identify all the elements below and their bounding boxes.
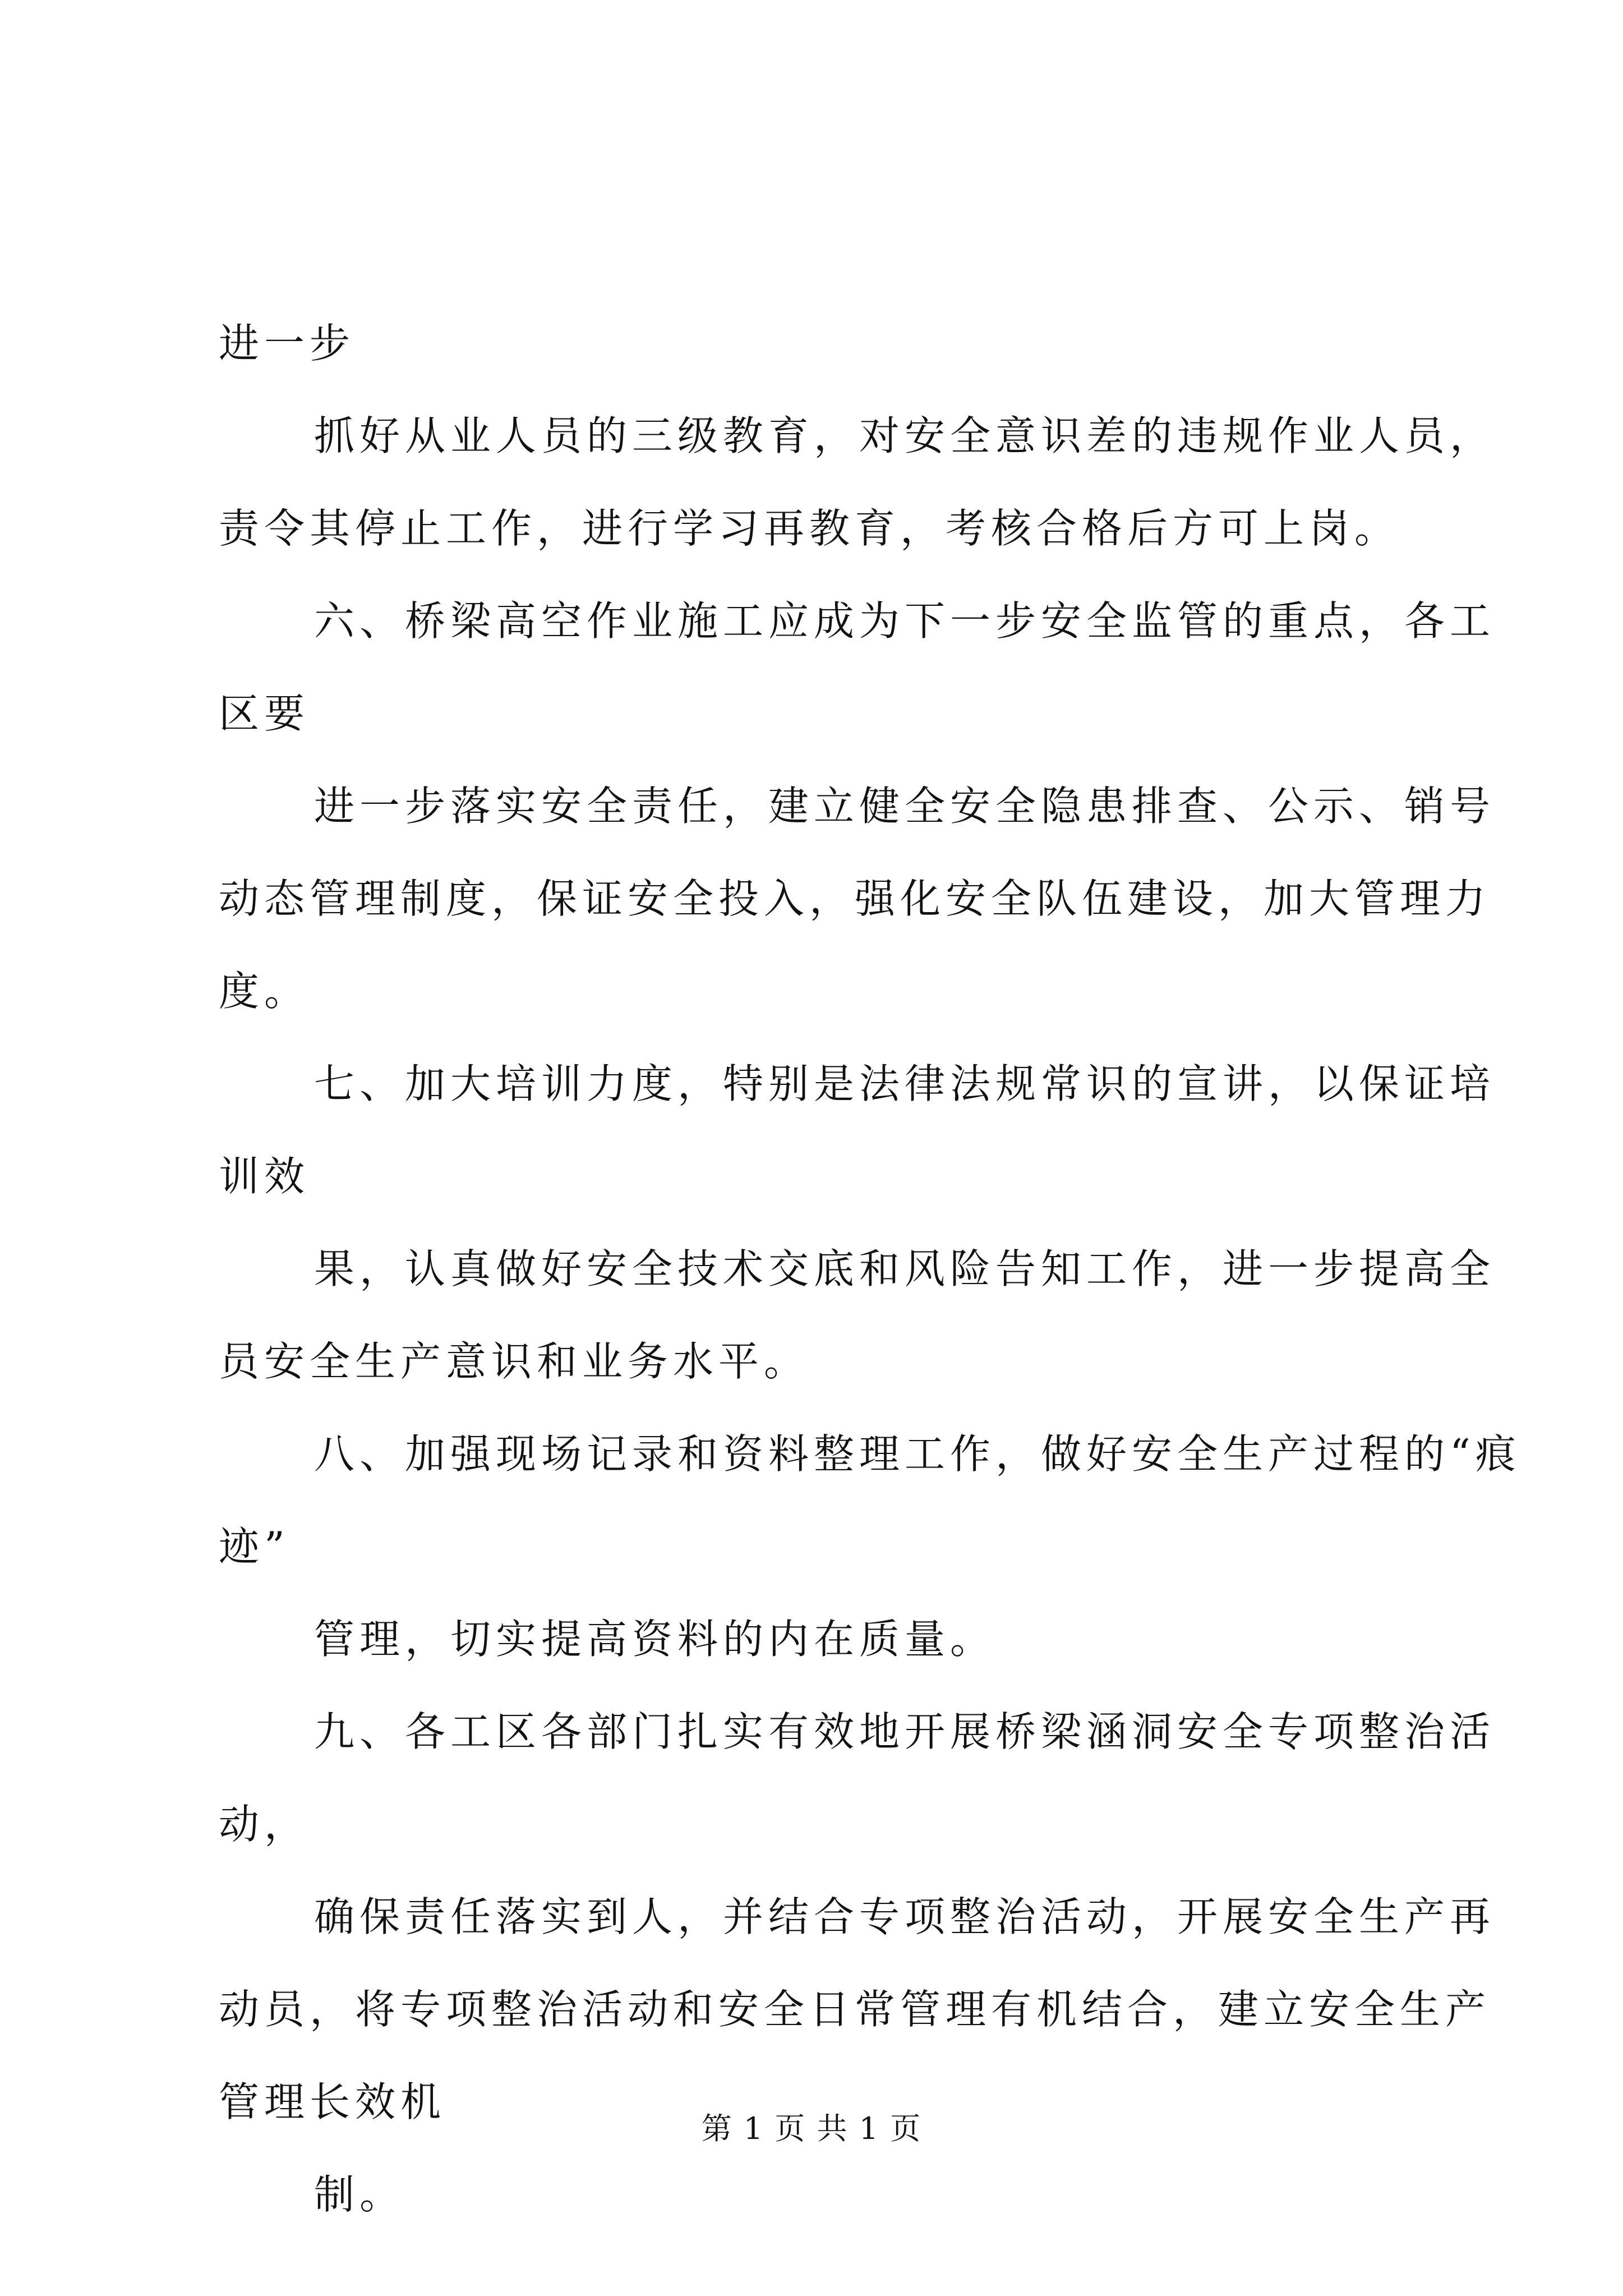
text-line: 七、加大培训力度，特别是法律法规常识的宣讲，以保证培 (314, 1060, 1496, 1107)
document-body (219, 297, 1521, 2241)
text-line: 动态管理制度，保证安全投入，强化安全队伍建设，加大管理力 (219, 875, 1491, 922)
text-line: 抓好从业人员的三级教育，对安全意识差的违规作业人员， (314, 412, 1496, 459)
text-line: 动员，将专项整治活动和安全日常管理有机结合，建立安全生产 (219, 1986, 1491, 2033)
text-line: 管理长效机 (219, 2078, 446, 2125)
text-line: 责令其停止工作，进行学习再教育，考核合格后方可上岗。 (219, 505, 1400, 552)
text-line: 区要 (219, 690, 310, 737)
text-line: 八、加强现场记录和资料整理工作，做好安全生产过程的“痕 (314, 1430, 1521, 1478)
text-line: 迹” (219, 1523, 290, 1570)
text-line: 进一步 (219, 320, 356, 367)
text-line: 六、桥梁高空作业施工应成为下一步安全监管的重点，各工 (314, 597, 1496, 645)
page-number-label: 第 1 页 共 1 页 (701, 2111, 922, 2146)
text-line: 确保责任落实到人，并结合专项整治活动，开展安全生产再 (314, 1893, 1496, 1940)
text-line: 九、各工区各部门扎实有效地开展桥梁涵洞安全专项整治活 (314, 1708, 1496, 1755)
text-line: 训效 (219, 1153, 310, 1200)
text-line: 管理，切实提高资料的内在质量。 (314, 1616, 996, 1663)
text-line: 员安全生产意识和业务水平。 (219, 1338, 810, 1385)
text-line: 动， (219, 1801, 310, 1848)
text-line: 果，认真做好安全技术交底和风险告知工作，进一步提高全 (314, 1245, 1496, 1292)
text-line: 进一步落实安全责任，建立健全安全隐患排查、公示、销号 (314, 783, 1496, 830)
text-line: 制。 (314, 2171, 405, 2218)
page-footer (0, 2109, 1623, 2148)
text-line: 度。 (219, 968, 310, 1015)
